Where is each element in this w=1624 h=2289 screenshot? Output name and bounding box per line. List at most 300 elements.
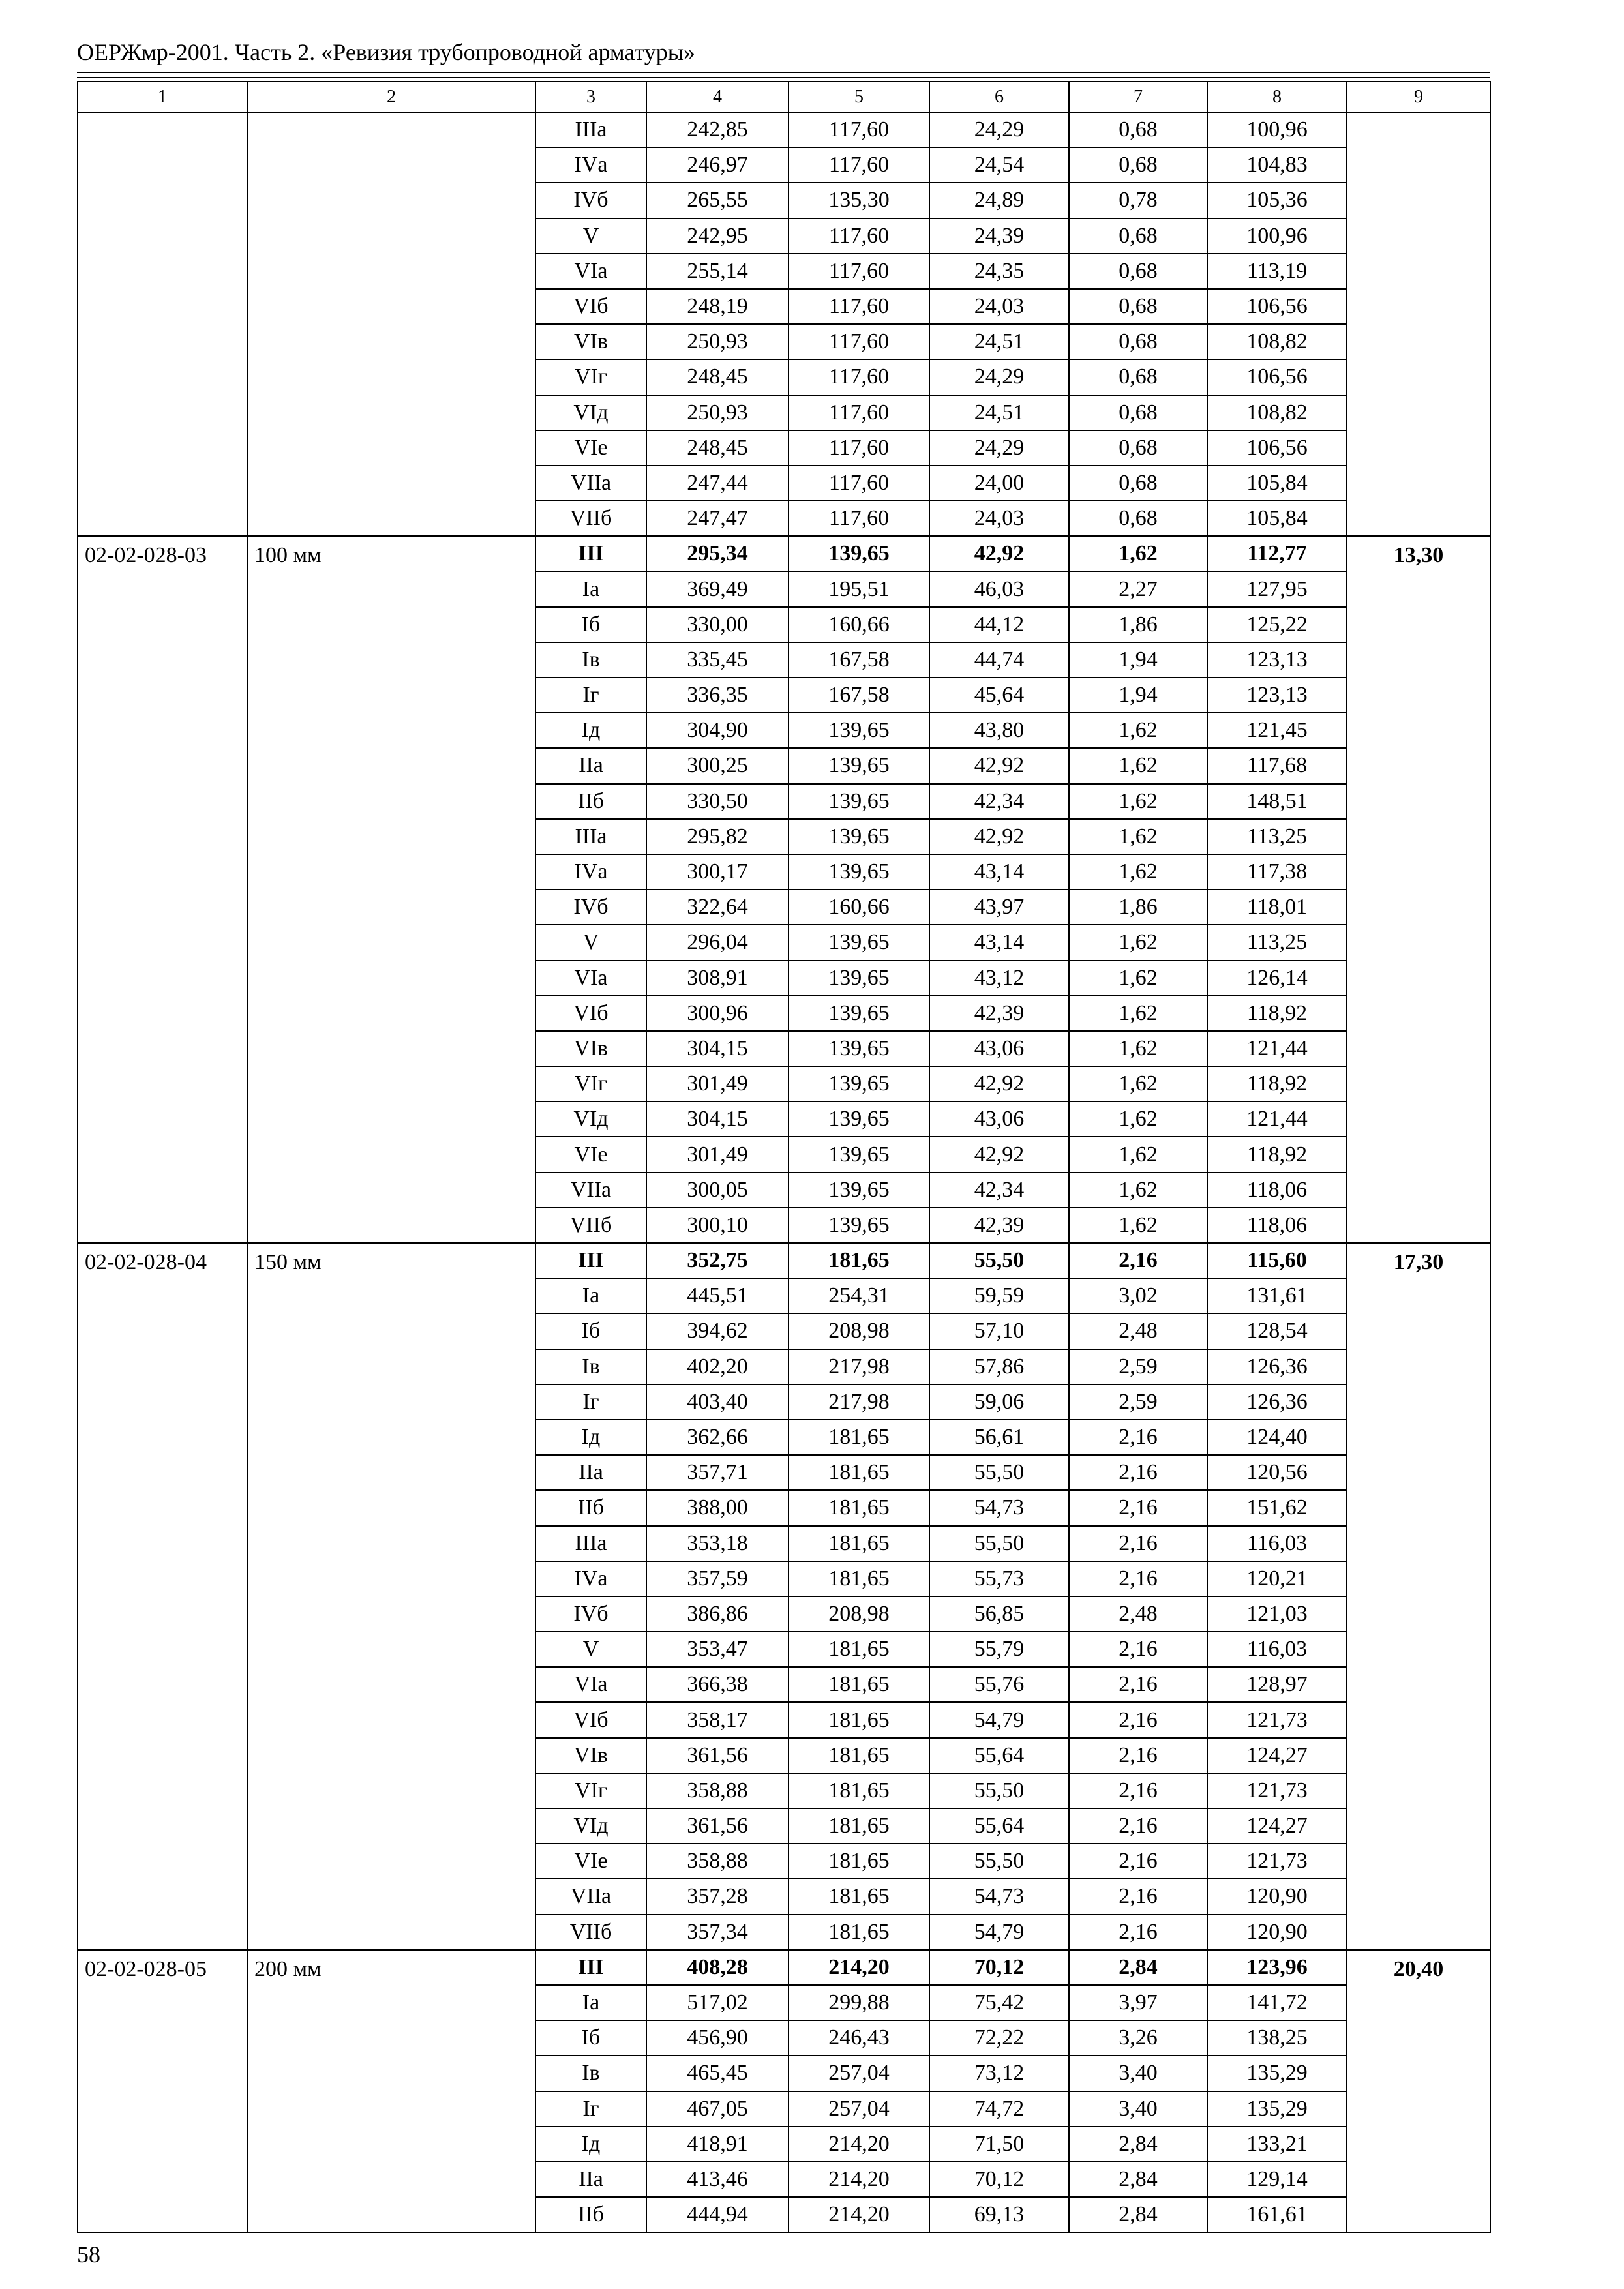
- machines-cell: 69,13: [929, 2197, 1069, 2232]
- base-price-cell: 361,56: [646, 1738, 789, 1773]
- region-zone-cell: Iг: [535, 1384, 646, 1420]
- driver-wages-cell: 1,62: [1069, 961, 1207, 996]
- machines-cell: 43,97: [929, 890, 1069, 925]
- labor-cost-cell: 17,30: [1347, 1243, 1490, 1950]
- materials-cell: 161,61: [1207, 2197, 1347, 2232]
- region-zone-cell: Iд: [535, 1420, 646, 1455]
- region-zone-cell: Iб: [535, 1313, 646, 1349]
- machines-cell: 55,76: [929, 1667, 1069, 1702]
- region-zone-cell: III: [535, 536, 646, 571]
- driver-wages-cell: 0,68: [1069, 324, 1207, 359]
- base-price-cell: 296,04: [646, 925, 789, 960]
- region-zone-cell: IIб: [535, 2197, 646, 2232]
- region-zone-cell: Iд: [535, 713, 646, 748]
- materials-cell: 124,27: [1207, 1738, 1347, 1773]
- base-price-cell: 467,05: [646, 2091, 789, 2127]
- machines-cell: 59,06: [929, 1384, 1069, 1420]
- driver-wages-cell: 1,94: [1069, 678, 1207, 713]
- base-price-cell: 353,47: [646, 1632, 789, 1667]
- table-row: [78, 1243, 1490, 1278]
- machines-cell: 55,79: [929, 1632, 1069, 1667]
- column-number-header: 9: [1347, 82, 1490, 112]
- wages-cell: 139,65: [789, 1066, 929, 1101]
- machines-cell: 42,92: [929, 748, 1069, 783]
- materials-cell: 120,56: [1207, 1455, 1347, 1490]
- machines-cell: 24,29: [929, 359, 1069, 395]
- wages-cell: 117,60: [789, 395, 929, 430]
- wages-cell: 217,98: [789, 1349, 929, 1384]
- region-zone-cell: Iа: [535, 1278, 646, 1313]
- region-zone-cell: V: [535, 925, 646, 960]
- driver-wages-cell: 1,86: [1069, 607, 1207, 642]
- base-price-cell: 330,50: [646, 784, 789, 819]
- materials-cell: 105,36: [1207, 183, 1347, 218]
- driver-wages-cell: 0,68: [1069, 395, 1207, 430]
- driver-wages-cell: 2,16: [1069, 1702, 1207, 1737]
- machines-cell: 74,72: [929, 2091, 1069, 2127]
- diameter-cell: 200 мм: [247, 1950, 535, 2233]
- region-zone-cell: VIб: [535, 1702, 646, 1737]
- wages-cell: 181,65: [789, 1773, 929, 1808]
- diameter-cell: 150 мм: [247, 1243, 535, 1950]
- driver-wages-cell: 0,68: [1069, 359, 1207, 395]
- region-zone-cell: VIе: [535, 1137, 646, 1172]
- base-price-cell: 247,44: [646, 466, 789, 501]
- materials-cell: 124,40: [1207, 1420, 1347, 1455]
- machines-cell: 43,80: [929, 713, 1069, 748]
- base-price-cell: 402,20: [646, 1349, 789, 1384]
- region-zone-cell: IVа: [535, 854, 646, 890]
- column-number-header: 4: [646, 82, 789, 112]
- region-zone-cell: IIа: [535, 2162, 646, 2197]
- materials-cell: 131,61: [1207, 1278, 1347, 1313]
- wages-cell: 208,98: [789, 1313, 929, 1349]
- driver-wages-cell: 0,68: [1069, 147, 1207, 183]
- base-price-cell: 300,05: [646, 1173, 789, 1208]
- machines-cell: 55,50: [929, 1243, 1069, 1278]
- wages-cell: 139,65: [789, 1173, 929, 1208]
- region-zone-cell: VIб: [535, 996, 646, 1031]
- table-row: [78, 112, 1490, 147]
- machines-cell: 24,29: [929, 430, 1069, 466]
- machines-cell: 42,92: [929, 536, 1069, 571]
- base-price-cell: 248,45: [646, 430, 789, 466]
- wages-cell: 195,51: [789, 571, 929, 606]
- driver-wages-cell: 0,68: [1069, 289, 1207, 324]
- driver-wages-cell: 2,84: [1069, 1950, 1207, 1985]
- machines-cell: 42,39: [929, 996, 1069, 1031]
- region-zone-cell: Iд: [535, 2127, 646, 2162]
- region-zone-cell: Iг: [535, 678, 646, 713]
- column-number-header: 1: [78, 82, 247, 112]
- wages-cell: 117,60: [789, 501, 929, 536]
- wages-cell: 217,98: [789, 1384, 929, 1420]
- driver-wages-cell: 2,59: [1069, 1384, 1207, 1420]
- region-zone-cell: VIб: [535, 289, 646, 324]
- wages-cell: 160,66: [789, 890, 929, 925]
- driver-wages-cell: 2,16: [1069, 1808, 1207, 1844]
- column-number-header: 6: [929, 82, 1069, 112]
- machines-cell: 70,12: [929, 2162, 1069, 2197]
- machines-cell: 24,54: [929, 147, 1069, 183]
- base-price-cell: 413,46: [646, 2162, 789, 2197]
- wages-cell: 117,60: [789, 147, 929, 183]
- wages-cell: 181,65: [789, 1632, 929, 1667]
- materials-cell: 105,84: [1207, 466, 1347, 501]
- machines-cell: 43,14: [929, 854, 1069, 890]
- base-price-cell: 248,45: [646, 359, 789, 395]
- wages-cell: 117,60: [789, 324, 929, 359]
- region-zone-cell: Iа: [535, 1985, 646, 2020]
- materials-cell: 133,21: [1207, 2127, 1347, 2162]
- driver-wages-cell: 1,62: [1069, 1208, 1207, 1243]
- base-price-cell: 358,88: [646, 1844, 789, 1879]
- driver-wages-cell: 2,59: [1069, 1349, 1207, 1384]
- machines-cell: 24,29: [929, 112, 1069, 147]
- machines-cell: 57,86: [929, 1349, 1069, 1384]
- driver-wages-cell: 2,16: [1069, 1667, 1207, 1702]
- base-price-cell: 304,90: [646, 713, 789, 748]
- driver-wages-cell: 2,27: [1069, 571, 1207, 606]
- labor-cost-cell: 13,30: [1347, 536, 1490, 1243]
- table-body: [78, 82, 1490, 2232]
- region-zone-cell: VIIб: [535, 1208, 646, 1243]
- materials-cell: 127,95: [1207, 571, 1347, 606]
- base-price-cell: 308,91: [646, 961, 789, 996]
- region-zone-cell: III: [535, 1243, 646, 1278]
- driver-wages-cell: 0,68: [1069, 466, 1207, 501]
- region-zone-cell: VIв: [535, 1031, 646, 1066]
- materials-cell: 118,06: [1207, 1173, 1347, 1208]
- base-price-cell: 408,28: [646, 1950, 789, 1985]
- region-zone-cell: VIд: [535, 1101, 646, 1137]
- base-price-cell: 301,49: [646, 1066, 789, 1101]
- rate-code-cell: 02-02-028-04: [78, 1243, 247, 1950]
- driver-wages-cell: 2,16: [1069, 1490, 1207, 1525]
- materials-cell: 125,22: [1207, 607, 1347, 642]
- driver-wages-cell: 1,62: [1069, 713, 1207, 748]
- base-price-cell: 403,40: [646, 1384, 789, 1420]
- machines-cell: 55,50: [929, 1773, 1069, 1808]
- wages-cell: 117,60: [789, 359, 929, 395]
- base-price-cell: 358,17: [646, 1702, 789, 1737]
- base-price-cell: 352,75: [646, 1243, 789, 1278]
- driver-wages-cell: 1,62: [1069, 784, 1207, 819]
- region-zone-cell: VIIа: [535, 466, 646, 501]
- machines-cell: 43,06: [929, 1031, 1069, 1066]
- driver-wages-cell: 2,84: [1069, 2127, 1207, 2162]
- region-zone-cell: VIд: [535, 395, 646, 430]
- materials-cell: 116,03: [1207, 1526, 1347, 1561]
- rate-code-cell: 02-02-028-05: [78, 1950, 247, 2233]
- wages-cell: 181,65: [789, 1490, 929, 1525]
- materials-cell: 117,68: [1207, 748, 1347, 783]
- header-rule-bottom: [77, 77, 1490, 78]
- driver-wages-cell: 0,68: [1069, 254, 1207, 289]
- wages-cell: 181,65: [789, 1808, 929, 1844]
- machines-cell: 55,50: [929, 1844, 1069, 1879]
- base-price-cell: 300,10: [646, 1208, 789, 1243]
- machines-cell: 56,85: [929, 1596, 1069, 1632]
- wages-cell: 139,65: [789, 925, 929, 960]
- base-price-cell: 366,38: [646, 1667, 789, 1702]
- table-row: [78, 1950, 1490, 1985]
- machines-cell: 46,03: [929, 571, 1069, 606]
- materials-cell: 121,73: [1207, 1702, 1347, 1737]
- materials-cell: 126,36: [1207, 1349, 1347, 1384]
- driver-wages-cell: 2,84: [1069, 2162, 1207, 2197]
- region-zone-cell: VIг: [535, 359, 646, 395]
- base-price-cell: 265,55: [646, 183, 789, 218]
- wages-cell: 214,20: [789, 2127, 929, 2162]
- machines-cell: 24,51: [929, 395, 1069, 430]
- materials-cell: 106,56: [1207, 289, 1347, 324]
- base-price-cell: 465,45: [646, 2056, 789, 2091]
- diameter-cell: [247, 112, 535, 536]
- region-zone-cell: VIе: [535, 430, 646, 466]
- materials-cell: 117,38: [1207, 854, 1347, 890]
- driver-wages-cell: 0,68: [1069, 218, 1207, 254]
- machines-cell: 24,39: [929, 218, 1069, 254]
- machines-cell: 43,14: [929, 925, 1069, 960]
- materials-cell: 121,03: [1207, 1596, 1347, 1632]
- base-price-cell: 250,93: [646, 395, 789, 430]
- rate-code-cell: 02-02-028-03: [78, 536, 247, 1243]
- wages-cell: 139,65: [789, 1137, 929, 1172]
- region-zone-cell: IIа: [535, 1455, 646, 1490]
- column-number-header: 5: [789, 82, 929, 112]
- materials-cell: 148,51: [1207, 784, 1347, 819]
- wages-cell: 117,60: [789, 430, 929, 466]
- materials-cell: 123,96: [1207, 1950, 1347, 1985]
- machines-cell: 54,79: [929, 1702, 1069, 1737]
- driver-wages-cell: 1,62: [1069, 748, 1207, 783]
- driver-wages-cell: 3,02: [1069, 1278, 1207, 1313]
- wages-cell: 181,65: [789, 1738, 929, 1773]
- wages-cell: 139,65: [789, 819, 929, 854]
- base-price-cell: 304,15: [646, 1101, 789, 1137]
- labor-cost-cell: 20,40: [1347, 1950, 1490, 2233]
- machines-cell: 42,92: [929, 1066, 1069, 1101]
- base-price-cell: 304,15: [646, 1031, 789, 1066]
- materials-cell: 128,97: [1207, 1667, 1347, 1702]
- wages-cell: 117,60: [789, 254, 929, 289]
- region-zone-cell: VIIб: [535, 501, 646, 536]
- driver-wages-cell: 2,84: [1069, 2197, 1207, 2232]
- wages-cell: 139,65: [789, 996, 929, 1031]
- base-price-cell: 301,49: [646, 1137, 789, 1172]
- machines-cell: 24,51: [929, 324, 1069, 359]
- base-price-cell: 295,34: [646, 536, 789, 571]
- wages-cell: 246,43: [789, 2020, 929, 2056]
- region-zone-cell: VIв: [535, 1738, 646, 1773]
- column-number-row: [78, 82, 1490, 112]
- wages-cell: 167,58: [789, 642, 929, 678]
- region-zone-cell: VIа: [535, 1667, 646, 1702]
- machines-cell: 56,61: [929, 1420, 1069, 1455]
- wages-cell: 299,88: [789, 1985, 929, 2020]
- wages-cell: 181,65: [789, 1420, 929, 1455]
- materials-cell: 141,72: [1207, 1985, 1347, 2020]
- region-zone-cell: IIб: [535, 784, 646, 819]
- wages-cell: 257,04: [789, 2056, 929, 2091]
- driver-wages-cell: 2,16: [1069, 1879, 1207, 1914]
- wages-cell: 214,20: [789, 1950, 929, 1985]
- base-price-cell: 445,51: [646, 1278, 789, 1313]
- materials-cell: 120,21: [1207, 1561, 1347, 1596]
- driver-wages-cell: 2,16: [1069, 1526, 1207, 1561]
- materials-cell: 113,25: [1207, 819, 1347, 854]
- driver-wages-cell: 2,16: [1069, 1561, 1207, 1596]
- region-zone-cell: V: [535, 218, 646, 254]
- region-zone-cell: VIв: [535, 324, 646, 359]
- region-zone-cell: VIг: [535, 1773, 646, 1808]
- materials-cell: 135,29: [1207, 2056, 1347, 2091]
- driver-wages-cell: 1,62: [1069, 925, 1207, 960]
- materials-cell: 135,29: [1207, 2091, 1347, 2127]
- base-price-cell: 357,71: [646, 1455, 789, 1490]
- wages-cell: 214,20: [789, 2162, 929, 2197]
- machines-cell: 42,34: [929, 1173, 1069, 1208]
- region-zone-cell: IVа: [535, 147, 646, 183]
- region-zone-cell: Iв: [535, 1349, 646, 1384]
- base-price-cell: 322,64: [646, 890, 789, 925]
- machines-cell: 45,64: [929, 678, 1069, 713]
- base-price-cell: 357,28: [646, 1879, 789, 1914]
- materials-cell: 126,14: [1207, 961, 1347, 996]
- driver-wages-cell: 1,62: [1069, 819, 1207, 854]
- region-zone-cell: VIд: [535, 1808, 646, 1844]
- machines-cell: 42,92: [929, 1137, 1069, 1172]
- column-number-header: 8: [1207, 82, 1347, 112]
- region-zone-cell: IIIа: [535, 1526, 646, 1561]
- wages-cell: 139,65: [789, 713, 929, 748]
- column-number-header: 2: [247, 82, 535, 112]
- machines-cell: 44,12: [929, 607, 1069, 642]
- wages-cell: 139,65: [789, 1031, 929, 1066]
- base-price-cell: 336,35: [646, 678, 789, 713]
- driver-wages-cell: 1,62: [1069, 1137, 1207, 1172]
- region-zone-cell: Iб: [535, 607, 646, 642]
- base-price-cell: 353,18: [646, 1526, 789, 1561]
- region-zone-cell: IVа: [535, 1561, 646, 1596]
- materials-cell: 121,73: [1207, 1844, 1347, 1879]
- driver-wages-cell: 1,94: [1069, 642, 1207, 678]
- driver-wages-cell: 0,68: [1069, 430, 1207, 466]
- driver-wages-cell: 2,16: [1069, 1773, 1207, 1808]
- page-header-title: ОЕРЖмр-2001. Часть 2. «Ревизия трубопроводной арматуры»: [77, 39, 695, 65]
- region-zone-cell: VIIа: [535, 1879, 646, 1914]
- materials-cell: 138,25: [1207, 2020, 1347, 2056]
- column-number-header: 7: [1069, 82, 1207, 112]
- driver-wages-cell: 3,26: [1069, 2020, 1207, 2056]
- region-zone-cell: VIе: [535, 1844, 646, 1879]
- table-row: [78, 536, 1490, 571]
- column-number-header: 3: [535, 82, 646, 112]
- base-price-cell: 394,62: [646, 1313, 789, 1349]
- base-price-cell: 242,95: [646, 218, 789, 254]
- base-price-cell: 250,93: [646, 324, 789, 359]
- materials-cell: 100,96: [1207, 112, 1347, 147]
- machines-cell: 55,50: [929, 1526, 1069, 1561]
- base-price-cell: 247,47: [646, 501, 789, 536]
- materials-cell: 100,96: [1207, 218, 1347, 254]
- machines-cell: 54,73: [929, 1490, 1069, 1525]
- region-zone-cell: IIа: [535, 748, 646, 783]
- wages-cell: 139,65: [789, 784, 929, 819]
- base-price-cell: 456,90: [646, 2020, 789, 2056]
- materials-cell: 120,90: [1207, 1915, 1347, 1950]
- machines-cell: 24,03: [929, 289, 1069, 324]
- machines-cell: 24,89: [929, 183, 1069, 218]
- materials-cell: 124,27: [1207, 1808, 1347, 1844]
- region-zone-cell: Iв: [535, 2056, 646, 2091]
- materials-cell: 116,03: [1207, 1632, 1347, 1667]
- region-zone-cell: IVб: [535, 183, 646, 218]
- driver-wages-cell: 0,68: [1069, 112, 1207, 147]
- wages-cell: 181,65: [789, 1243, 929, 1278]
- driver-wages-cell: 2,48: [1069, 1596, 1207, 1632]
- driver-wages-cell: 1,62: [1069, 1066, 1207, 1101]
- diameter-cell: 100 мм: [247, 536, 535, 1243]
- region-zone-cell: VIа: [535, 254, 646, 289]
- wages-cell: 139,65: [789, 854, 929, 890]
- base-price-cell: 444,94: [646, 2197, 789, 2232]
- materials-cell: 129,14: [1207, 2162, 1347, 2197]
- materials-cell: 151,62: [1207, 1490, 1347, 1525]
- machines-cell: 24,00: [929, 466, 1069, 501]
- wages-cell: 139,65: [789, 1101, 929, 1137]
- materials-cell: 108,82: [1207, 324, 1347, 359]
- driver-wages-cell: 0,68: [1069, 501, 1207, 536]
- driver-wages-cell: 2,48: [1069, 1313, 1207, 1349]
- materials-cell: 123,13: [1207, 642, 1347, 678]
- base-price-cell: 300,96: [646, 996, 789, 1031]
- materials-cell: 120,90: [1207, 1879, 1347, 1914]
- wages-cell: 160,66: [789, 607, 929, 642]
- region-zone-cell: IVб: [535, 890, 646, 925]
- base-price-cell: 330,00: [646, 607, 789, 642]
- header-rule-top: [77, 72, 1490, 73]
- materials-cell: 118,92: [1207, 996, 1347, 1031]
- materials-cell: 113,19: [1207, 254, 1347, 289]
- machines-cell: 71,50: [929, 2127, 1069, 2162]
- wages-cell: 181,65: [789, 1844, 929, 1879]
- materials-cell: 115,60: [1207, 1243, 1347, 1278]
- base-price-cell: 300,25: [646, 748, 789, 783]
- machines-cell: 72,22: [929, 2020, 1069, 2056]
- materials-cell: 126,36: [1207, 1384, 1347, 1420]
- driver-wages-cell: 1,62: [1069, 996, 1207, 1031]
- machines-cell: 24,35: [929, 254, 1069, 289]
- materials-cell: 113,25: [1207, 925, 1347, 960]
- region-zone-cell: IVб: [535, 1596, 646, 1632]
- machines-cell: 59,59: [929, 1278, 1069, 1313]
- base-price-cell: 300,17: [646, 854, 789, 890]
- base-price-cell: 242,85: [646, 112, 789, 147]
- driver-wages-cell: 2,16: [1069, 1915, 1207, 1950]
- driver-wages-cell: 1,62: [1069, 854, 1207, 890]
- region-zone-cell: IIIа: [535, 112, 646, 147]
- driver-wages-cell: 1,62: [1069, 1173, 1207, 1208]
- base-price-cell: 362,66: [646, 1420, 789, 1455]
- driver-wages-cell: 3,40: [1069, 2091, 1207, 2127]
- driver-wages-cell: 2,16: [1069, 1632, 1207, 1667]
- region-zone-cell: Iб: [535, 2020, 646, 2056]
- materials-cell: 118,92: [1207, 1066, 1347, 1101]
- wages-cell: 257,04: [789, 2091, 929, 2127]
- materials-cell: 121,44: [1207, 1031, 1347, 1066]
